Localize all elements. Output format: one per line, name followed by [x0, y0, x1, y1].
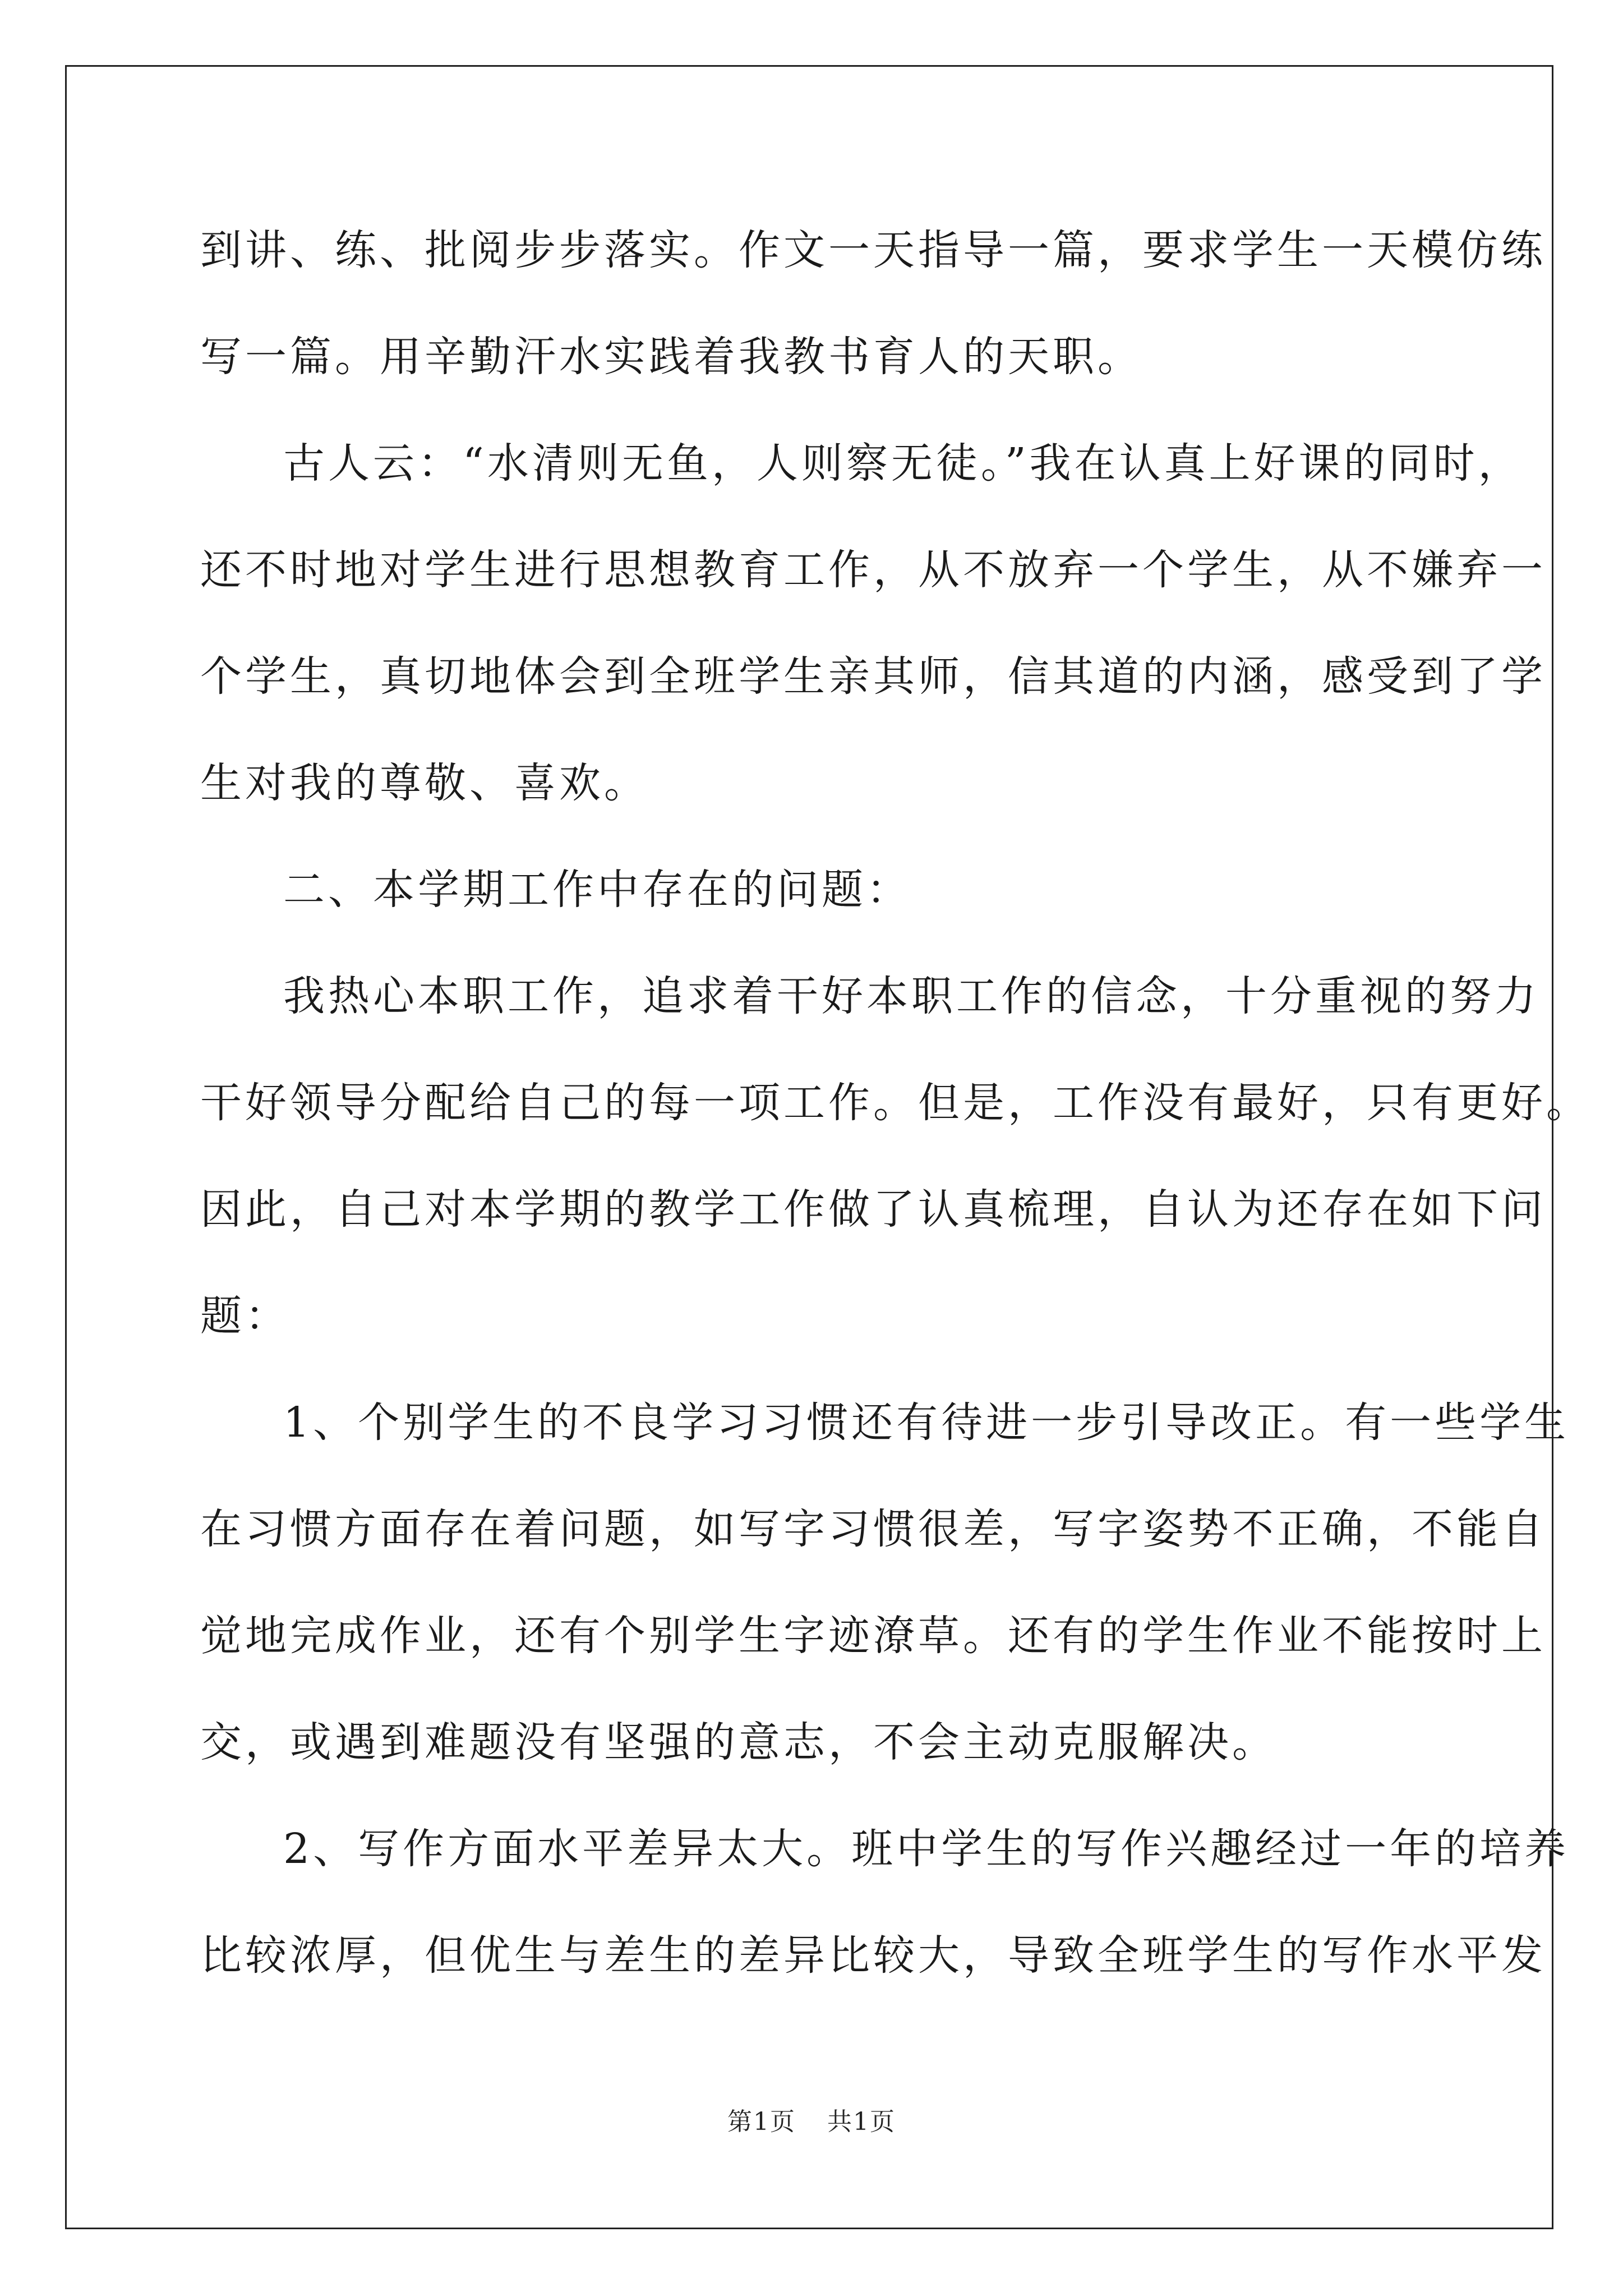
- text-line: 因此，自己对本学期的教学工作做了认真梳理，自认为还存在如下问: [200, 1185, 1546, 1234]
- text-line: 在习惯方面存在着问题，如写字习惯很差，写字姿势不正确，不能自: [200, 1505, 1546, 1553]
- text-line: 比较浓厚，但优生与差生的差异比较大，导致全班学生的写作水平发: [200, 1931, 1546, 1980]
- text-line: 题：: [200, 1292, 290, 1340]
- section-heading: 二、本学期工作中存在的问题：: [283, 866, 911, 914]
- text-line: 到讲、练、批阅步步落实。作文一天指导一篇，要求学生一天模仿练: [200, 226, 1546, 274]
- paragraph-start: 古人云：“水清则无鱼，人则察无徒。”我在认真上好课的同时，: [283, 439, 1523, 487]
- paragraph-start: 1、个别学生的不良学习习惯还有待进一步引导改正。有一些学生: [283, 1398, 1570, 1447]
- page-footer: [0, 2105, 1623, 2139]
- text-line: 干好领导分配给自己的每一项工作。但是，工作没有最好，只有更好。: [200, 1079, 1591, 1127]
- paragraph-start: 我热心本职工作，追求着干好本职工作的信念，十分重视的努力: [283, 972, 1539, 1020]
- page-border: [65, 65, 1553, 2229]
- page-total: 共1页: [827, 2108, 896, 2136]
- text-line: 还不时地对学生进行思想教育工作，从不放弃一个学生，从不嫌弃一: [200, 546, 1546, 594]
- text-line: 写一篇。用辛勤汗水实践着我教书育人的天职。: [200, 333, 1142, 381]
- paragraph-start: 2、写作方面水平差异太大。班中学生的写作兴趣经过一年的培养: [283, 1825, 1570, 1873]
- text-line: 个学生，真切地体会到全班学生亲其师，信其道的内涵，感受到了学: [200, 652, 1546, 701]
- text-line: 生对我的尊敬、喜欢。: [200, 759, 649, 807]
- page-number: 第1页: [727, 2108, 796, 2136]
- text-line: 交，或遇到难题没有坚强的意志，不会主动克服解决。: [200, 1718, 1277, 1766]
- text-line: 觉地完成作业，还有个别学生字迹潦草。还有的学生作业不能按时上: [200, 1612, 1546, 1660]
